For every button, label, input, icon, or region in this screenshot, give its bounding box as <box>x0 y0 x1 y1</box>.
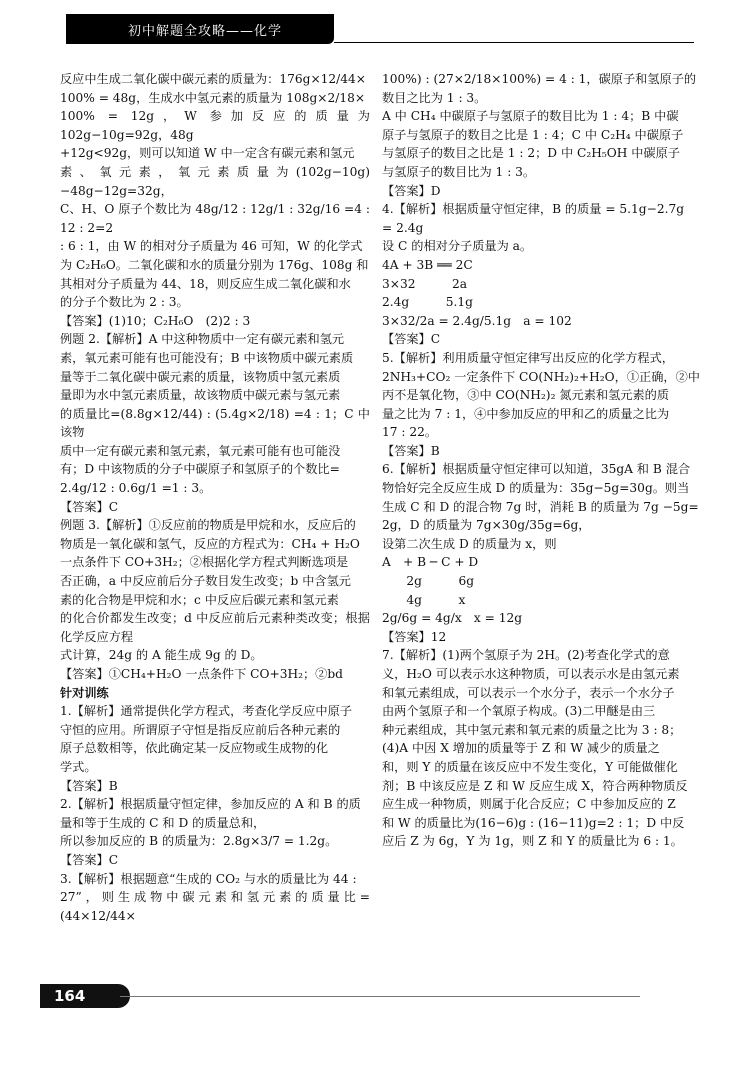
right-line: 由两个氢原子和一个氧原子构成。(3)二甲醚是由三 <box>382 704 656 719</box>
right-line: 丙不是氧化物，③中 CO(NH₂)₂ 氮元素和氢元素的质 <box>382 388 670 403</box>
left-line: 100% = 12g，W 参加反应的质量为 102g−10g=92g，48g <box>60 109 370 142</box>
right-line: 原子与氢原子的数目之比是 1 : 4；C 中 C₂H₄ 中碳原子 <box>382 127 684 142</box>
right-line: 数目之比为 1 : 3。 <box>382 90 487 105</box>
left-line: 的质量比=(8.8g×12/44) : (5.4g×2/18) =4 : 1；C 中该物 <box>60 406 370 440</box>
right-line: 6.【解析】根据质量守恒定律可以知道，35gA 和 B 混合 <box>382 462 691 477</box>
header-rule <box>334 42 694 43</box>
left-line: 27”，则生成物中碳元素和氢元素的质量比=(44×12/44× <box>60 890 370 923</box>
left-line: 式计算，24g 的 A 能生成 9g 的 D。 <box>60 648 263 663</box>
left-line: 学式。 <box>60 759 97 774</box>
left-line: 100% = 48g，生成水中氢元素的质量为 108g×2/18× <box>60 90 366 105</box>
left-line: 守恒的应用。所谓原子守恒是指反应前后各种元素的 <box>60 722 341 737</box>
left-line: 量等于二氧化碳中碳元素的质量，该物质中氢元素质 <box>60 369 341 384</box>
left-line: +12g<92g，则可以知道 W 中一定含有碳元素和氢元 <box>60 146 355 161</box>
right-line: 生成 C 和 D 的混合物 7g 时，消耗 B 的质量为 7g −5g= <box>382 499 699 514</box>
right-line: (4)A 中因 X 增加的质量等于 Z 和 W 减少的质量之 <box>382 741 660 756</box>
left-line: 量即为水中氢元素质量，故该物质中碳元素与氢元素 <box>60 388 341 403</box>
right-line: 【答案】C <box>382 332 441 347</box>
right-line: 应生成一种物质，则属于化合反应；C 中参加反应的 Z <box>382 797 676 812</box>
page-number: 164 <box>40 984 130 1008</box>
left-line: 例题 2.【解析】A 中这种物质中一定有碳元素和氢元 <box>60 332 345 347</box>
right-line: 和 W 的质量比为(16−6)g : (16−11)g=2 : 1；D 中反 <box>382 815 685 830</box>
right-line: 与氢原子的数目之比是 1 : 2；D 中 C₂H₅OH 中碳原子 <box>382 146 680 161</box>
left-line: 3.【解析】根据题意“生成的 CO₂ 与水的质量比为 44 : <box>60 871 357 886</box>
right-line: 2g/6g = 4g/x x = 12g <box>382 611 523 626</box>
left-line: 【答案】(1)10；C₂H₆O (2)2 : 3 <box>60 313 251 328</box>
right-line: = 2.4g <box>382 220 424 235</box>
right-line: 17 : 22。 <box>382 425 438 440</box>
left-line: 量和等于生成的 C 和 D 的质量总和， <box>60 815 266 830</box>
left-line: 质中一定有碳元素和氢元素，氧元素可能有也可能没 <box>60 443 341 458</box>
left-line: 1.【解析】通常提供化学方程式，考查化学反应中原子 <box>60 704 352 719</box>
right-line: 剂；B 中该反应是 Z 和 W 反应生成 X，符合两种物质反 <box>382 778 688 793</box>
right-line: 2g 6g <box>382 574 475 589</box>
left-line: 例题 3.【解析】①反应前的物质是甲烷和水，反应后的 <box>60 518 356 533</box>
right-line: 4g x <box>382 592 466 607</box>
right-line: 【答案】B <box>382 443 440 458</box>
left-line: 一点条件下 CO+3H₂；②根据化学方程式判断选项是 <box>60 555 349 570</box>
left-line: : 6 : 1，由 W 的相对分子质量为 46 可知，W 的化学式 <box>60 239 363 254</box>
left-line: 【答案】①CH₄+H₂O 一点条件下 CO+3H₂；②bd <box>60 667 343 681</box>
right-line: 【答案】12 <box>382 629 447 644</box>
left-line: 2.【解析】根据质量守恒定律，参加反应的 A 和 B 的质 <box>60 797 361 812</box>
right-column <box>382 70 700 851</box>
right-line: A + B ─ C + D <box>382 555 479 570</box>
left-column <box>60 70 370 925</box>
right-line: 量之比为 7 : 1，④中参加反应的甲和乙的质量之比为 <box>382 406 670 421</box>
right-line: 4A + 3B ══ 2C <box>382 257 473 272</box>
right-line: 与氢原子的数目比为 1 : 3。 <box>382 164 536 179</box>
right-line: 设第二次生成 D 的质量为 x，则 <box>382 536 557 551</box>
left-line: 【答案】C <box>60 499 119 514</box>
left-line: 2.4g/12 : 0.6g/1 =1 : 3。 <box>60 481 212 496</box>
right-line: 3×32 2a <box>382 276 468 291</box>
right-line: 设 C 的相对分子质量为 a。 <box>382 239 533 254</box>
header-title: 初中解题全攻略——化学 <box>128 24 283 39</box>
left-line: 的化合价都发生改变；d 中反应前后元素种类改变；根据化学反应方程 <box>60 611 370 644</box>
left-line: 否正确，a 中反应前后分子数目发生改变；b 中含氢元 <box>60 574 351 589</box>
right-line: 3×32/2a = 2.4g/5.1g a = 102 <box>382 313 572 328</box>
right-line: 物恰好完全反应生成 D 的质量为：35g−5g=30g。则当 <box>382 481 690 496</box>
right-line: 4.【解析】根据质量守恒定律，B 的质量 = 5.1g−2.7g <box>382 202 684 217</box>
left-line: 素的化合物是甲烷和水；c 中反应后碳元素和氢元素 <box>60 592 339 607</box>
header-bar <box>66 14 334 44</box>
right-line: 100%) : (27×2/18×100%) = 4 : 1，碳原子和氢原子的 <box>382 72 697 86</box>
right-line: 和，则 Y 的质量在该反应中不发生变化，Y 可能做催化 <box>382 759 678 774</box>
left-line: 反应中生成二氧化碳中碳元素的质量为：176g×12/44× <box>60 72 366 86</box>
left-line: 物质是一氧化碳和氢气，反应的方程式为：CH₄ + H₂O <box>60 536 360 551</box>
left-line: 【答案】B <box>60 778 118 793</box>
right-line: 应后 Z 为 6g，Y 为 1g，则 Z 和 Y 的质量比为 6 : 1。 <box>382 834 683 849</box>
left-line: 【答案】C <box>60 852 119 867</box>
left-line: 的分子个数比为 2 : 3。 <box>60 295 189 310</box>
right-line: 2g，D 的质量为 7g×30g/35g=6g， <box>382 518 591 533</box>
left-line: 原子总数相等，依此确定某一反应物或生成物的化 <box>60 741 329 756</box>
left-line: C、H、O 原子个数比为 48g/12 : 12g/1 : 32g/16 =4 : 12 : 2=2 <box>60 202 370 235</box>
right-line: A 中 CH₄ 中碳原子与氢原子的数目比为 1 : 4；B 中碳 <box>382 109 679 124</box>
right-line: 5.【解析】利用质量守恒定律写出反应的化学方程式， <box>382 350 674 365</box>
left-line: 针对训练 <box>60 685 109 700</box>
left-line: 有；D 中该物质的分子中碳原子和氢原子的个数比= <box>60 462 340 477</box>
left-line: 其相对分子质量为 44、18，则反应生成二氧化碳和水 <box>60 276 351 291</box>
left-line: 所以参加反应的 B 的质量为：2.8g×3/7 = 1.2g。 <box>60 834 338 849</box>
footer-rule <box>120 996 640 997</box>
right-line: 2.4g 5.1g <box>382 295 473 310</box>
right-line: 种元素组成，其中氢元素和氧元素的质量之比为 3 : 8； <box>382 722 682 737</box>
left-line: 素、氧元素，氧元素质量为(102g−10g)−48g−12g=32g， <box>60 164 370 198</box>
left-line: 素，氧元素可能有也可能没有；B 中该物质中碳元素质 <box>60 350 354 365</box>
right-line: 7.【解析】(1)两个氢原子为 2H。(2)考查化学式的意 <box>382 648 670 663</box>
right-line: 2NH₃+CO₂ 一定条件下 CO(NH₂)₂+H₂O，①正确，②中 <box>382 369 700 384</box>
right-line: 和氧元素组成，可以表示一个水分子，表示一个水分子 <box>382 685 675 700</box>
right-line: 义，H₂O 可以表示水这种物质，可以表示水是由氢元素 <box>382 667 680 681</box>
left-line: 为 C₂H₆O。二氧化碳和水的质量分别为 176g、108g 和 <box>60 257 369 272</box>
right-line: 【答案】D <box>382 183 441 198</box>
